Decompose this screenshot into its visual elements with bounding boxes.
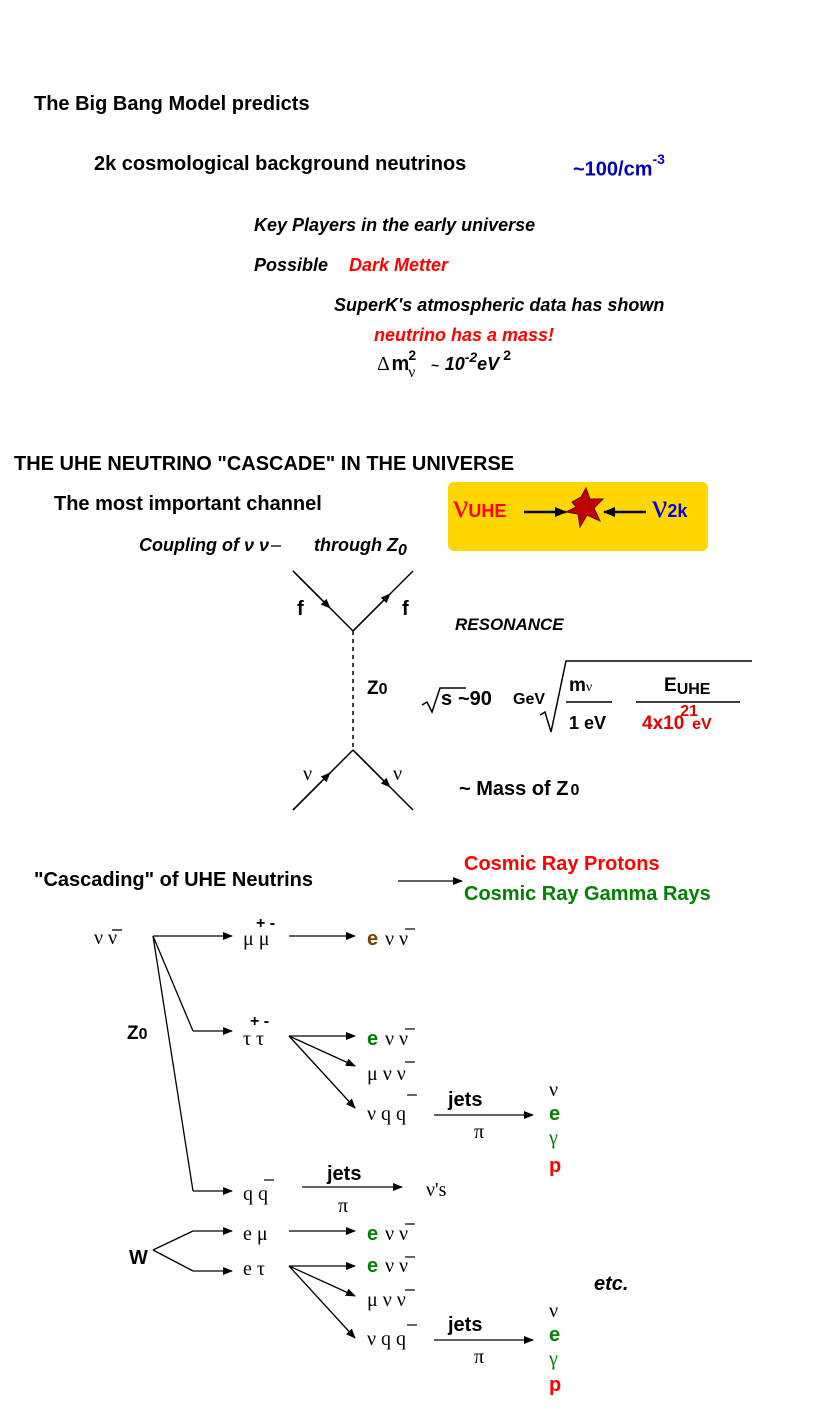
mass-formula: Δ $m^2_\nu$ ~ $10^{-2}eV$ $^2$	[377, 347, 511, 381]
channel-text: The most important channel	[54, 493, 322, 515]
resonance-label: RESONANCE	[455, 615, 564, 634]
w-final-nu: ν	[549, 1300, 559, 1322]
quark-product-nus: ν's	[426, 1179, 447, 1201]
muon-product-e: e	[367, 928, 379, 950]
feynman-z0: Z0	[367, 678, 388, 699]
tau-product-nuqq: ν q q	[367, 1103, 407, 1125]
quark-pair: q q	[243, 1183, 268, 1205]
etc-label: etc.	[594, 1273, 629, 1295]
muon-charges: + -	[256, 915, 276, 932]
w-emu-product-e: e	[367, 1223, 379, 1245]
quark-pi-label: π	[338, 1195, 349, 1217]
w-etau-product-e: e	[367, 1255, 379, 1277]
cosmic-ray-protons: Cosmic Ray Protons	[464, 853, 660, 875]
tau-jets-label: jets	[448, 1089, 483, 1111]
through-text: through Z0	[314, 535, 407, 559]
coupling-text: Coupling of ν ν	[139, 535, 269, 555]
tau-pi-label: π	[474, 1121, 485, 1143]
superk-text: SuperK's atmospheric data has shown	[334, 295, 665, 315]
tau-product-nunu: ν ν	[385, 1028, 409, 1050]
tau-product-e: e	[367, 1028, 379, 1050]
cascading-label: "Cascading" of UHE Neutrins	[34, 869, 314, 891]
possible-label: Possible	[254, 255, 329, 275]
w-pi-label: π	[474, 1346, 485, 1368]
tau-final-nu: ν	[549, 1079, 559, 1101]
feynman-nu-right: ν	[393, 763, 403, 785]
feynman-f-right: f	[402, 598, 409, 620]
quark-jets-label: jets	[327, 1163, 362, 1185]
background-neutrinos-text: 2k cosmological background neutrinos	[94, 153, 467, 175]
2k-neutrino-label: ν2k	[652, 488, 688, 525]
uhe-neutrino-label: νUHE	[453, 488, 507, 525]
w-final-p: p	[549, 1374, 562, 1396]
collision-star-icon	[566, 488, 603, 527]
tau-final-p: p	[549, 1155, 562, 1177]
feynman-f-left: f	[297, 598, 304, 620]
formula-approx90: ~90	[458, 688, 492, 710]
formula-m-nu: mν	[569, 675, 593, 696]
w-etau-product-nunu: ν ν	[385, 1255, 409, 1277]
tau-pair: τ τ	[243, 1028, 265, 1050]
w-emu-pair: e μ	[243, 1223, 268, 1245]
cosmic-ray-gammas: Cosmic Ray Gamma Rays	[464, 883, 711, 905]
nu-nubar-source: ν ν	[94, 927, 118, 949]
w-emu-product-nunu: ν ν	[385, 1223, 409, 1245]
tau-final-gamma: γ	[549, 1127, 558, 1149]
w-etau-pair: e τ	[243, 1258, 265, 1280]
tau-final-e: e	[549, 1103, 561, 1125]
w-final-e: e	[549, 1324, 561, 1346]
w-etau-product-munu: μ ν ν	[367, 1289, 406, 1311]
formula-gev: GeV	[513, 691, 546, 708]
muon-pair: μ μ	[243, 928, 270, 950]
w-etau-product-nuqq: ν q q	[367, 1328, 407, 1350]
tau-product-munu: μ ν ν	[367, 1063, 406, 1085]
key-players-text: Key Players in the early universe	[254, 215, 536, 235]
mass-claim-text: neutrino has a mass!	[374, 325, 555, 345]
formula-s: s	[441, 688, 453, 710]
w-branch-label: W	[129, 1247, 148, 1269]
w-jets-label: jets	[448, 1314, 483, 1336]
formula-e-uhe: EUHE	[664, 675, 711, 698]
dark-matter-text: Dark Metter	[349, 255, 449, 275]
tau-charges: + -	[250, 1013, 270, 1030]
w-final-gamma: γ	[549, 1348, 558, 1370]
density-value: $\sim 100/cm^{-3}$	[573, 151, 665, 181]
z0-branch-label: Z0	[127, 1023, 148, 1044]
big-bang-title: The Big Bang Model predicts	[34, 93, 310, 115]
formula-1ev: 1 eV	[569, 713, 607, 733]
mass-of-z0: ~ Mass of Z 0	[459, 778, 580, 800]
cascade-heading: THE UHE NEUTRINO "CASCADE" IN THE UNIVERSE	[14, 453, 515, 475]
muon-product-nunu: ν ν	[385, 928, 409, 950]
feynman-nu-left: ν	[303, 763, 313, 785]
formula-denominator: $4x10^{21}eV$	[642, 703, 712, 734]
